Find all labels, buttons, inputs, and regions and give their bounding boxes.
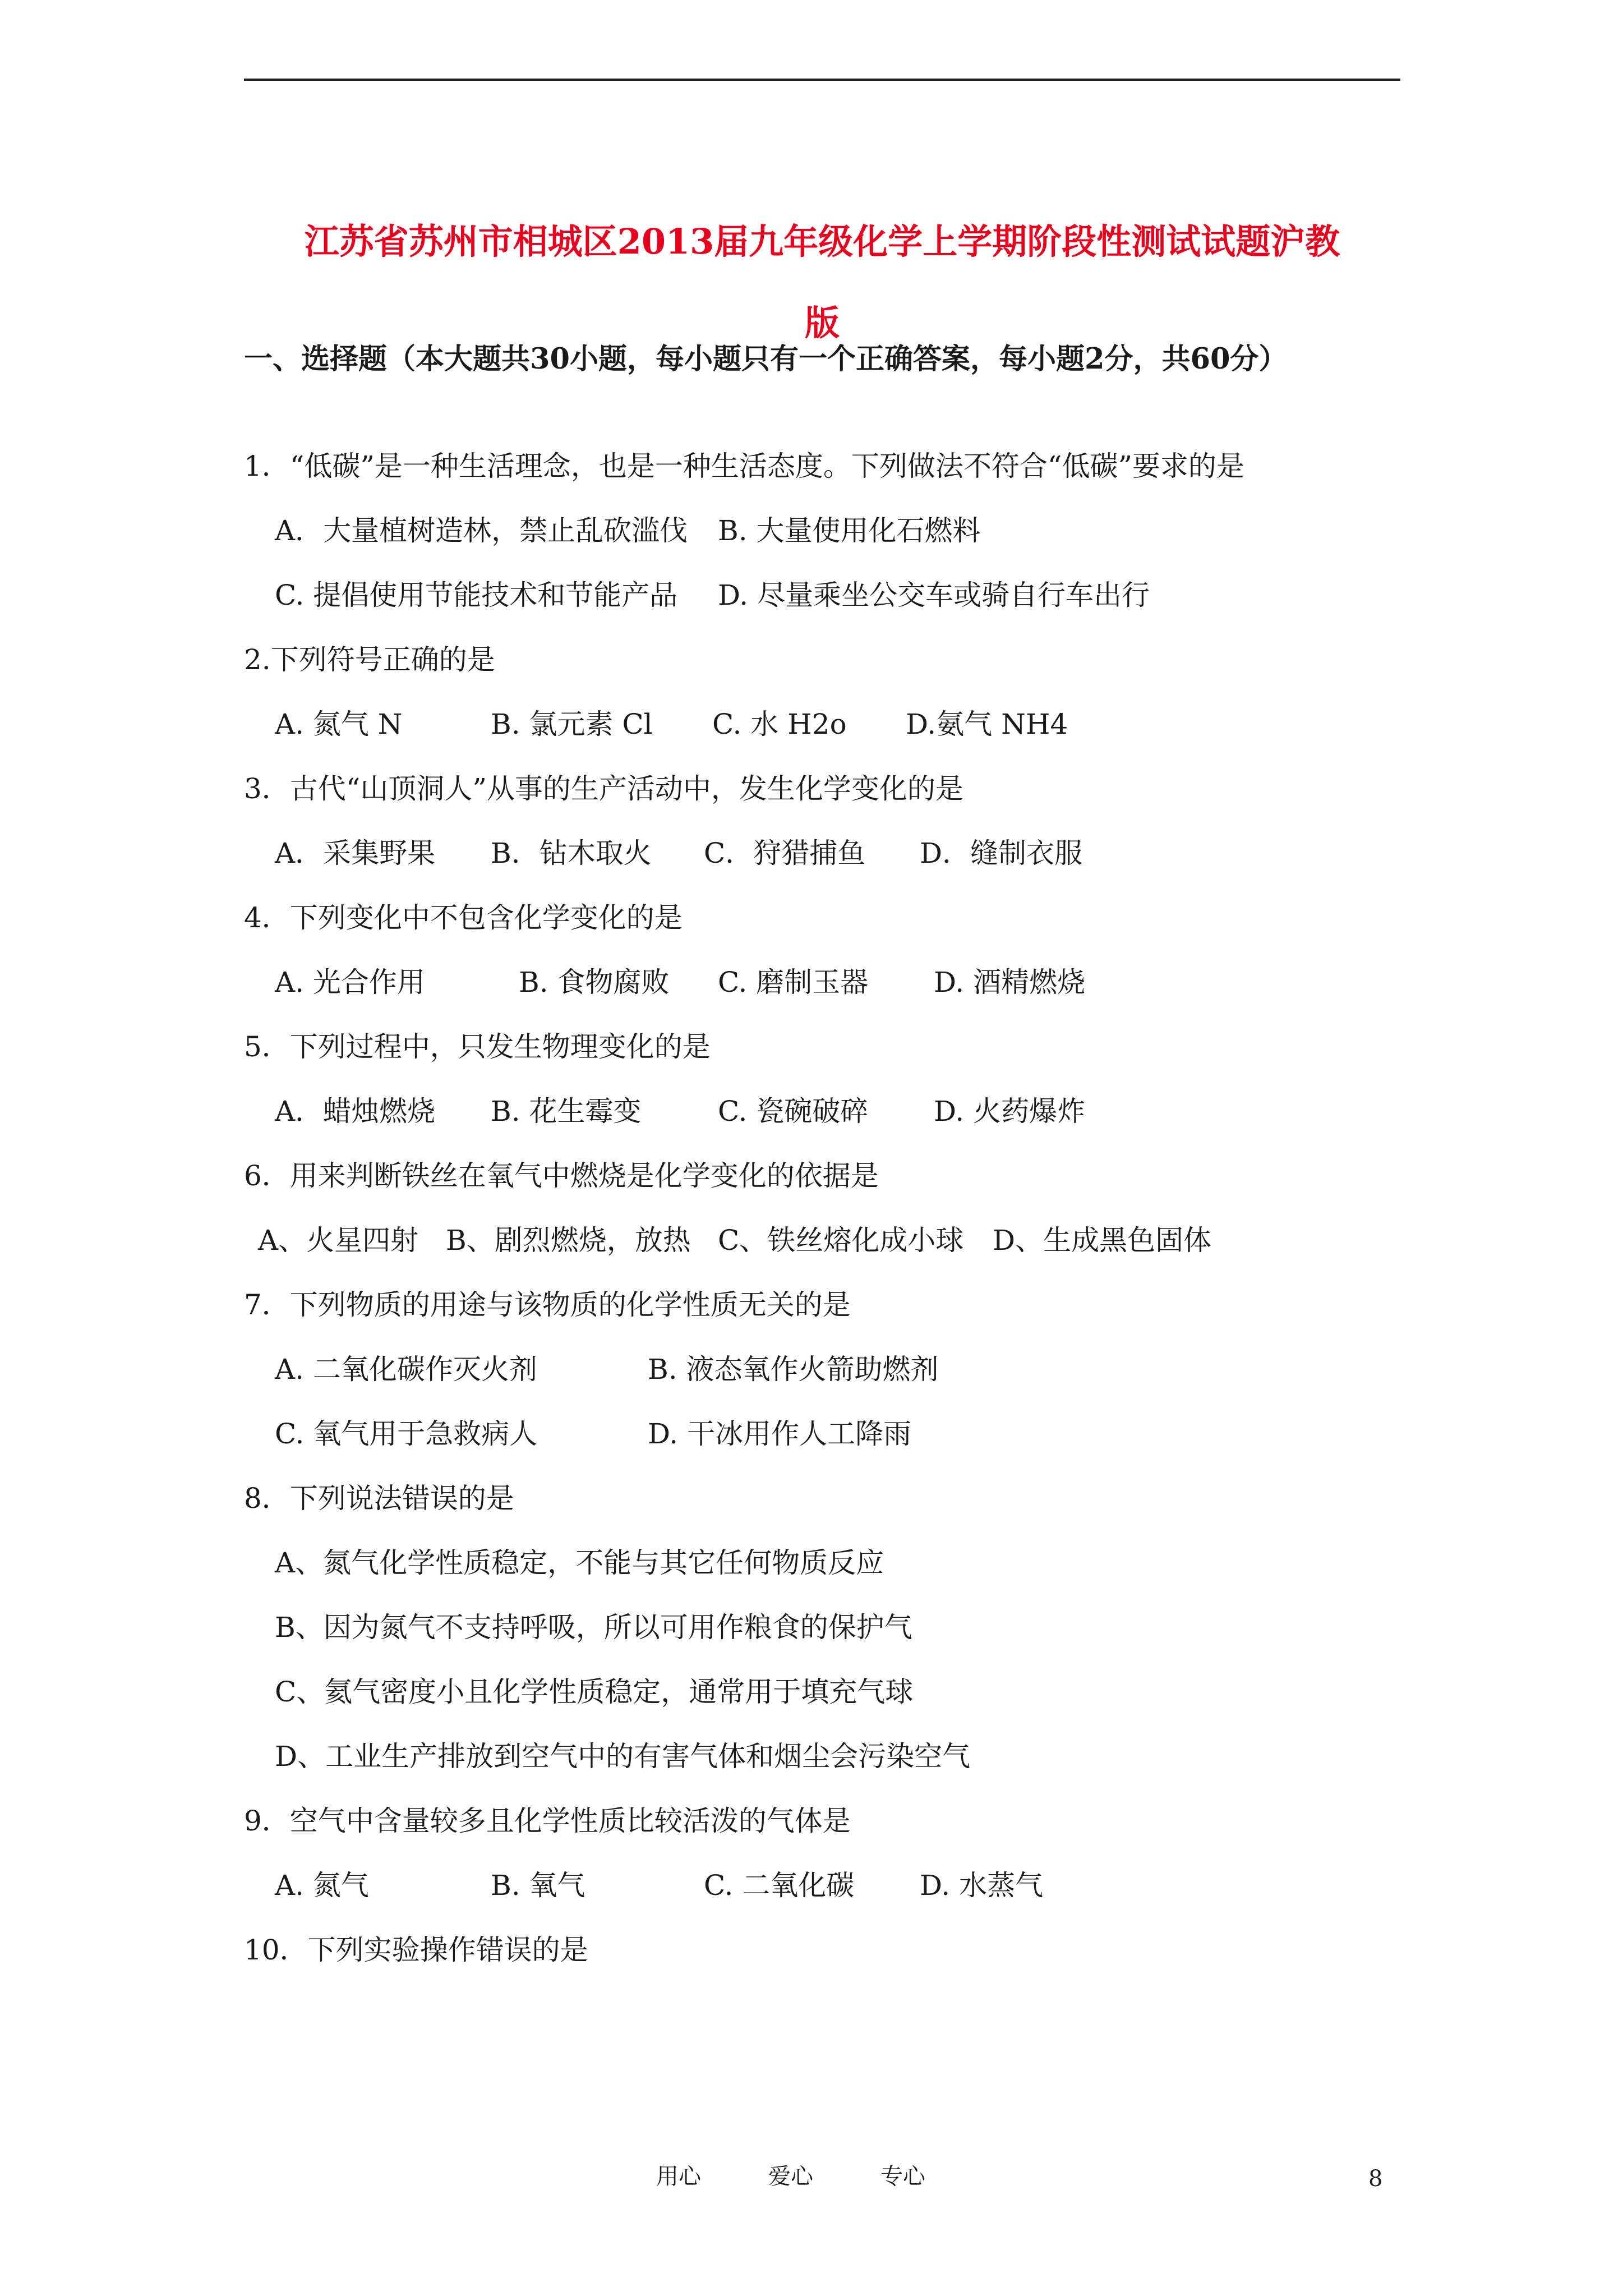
question-option: A．采集野果 [275,837,436,869]
question-option: A、火星四射 [258,1224,419,1257]
question-option: A、氮气化学性质稳定，不能与其它任何物质反应 [275,1547,884,1579]
question-option: C. 氧气用于急救病人 [275,1418,538,1450]
question-option: A．蜡烛燃烧 [275,1095,436,1128]
question-option: C. 瓷碗破碎 [718,1095,869,1128]
question-stem: 10．下列实验操作错误的是 [244,1934,588,1966]
question-option: B. 氯元素 Cl [491,708,653,740]
question-option: D.氨气 NH4 [906,708,1068,740]
question-option: D. 水蒸气 [920,1869,1044,1902]
question-stem: 6．用来判断铁丝在氧气中燃烧是化学变化的依据是 [244,1159,879,1192]
question-option: A. 光合作用 [275,966,425,999]
question-option: B、剧烈燃烧，放热 [446,1224,691,1257]
question-stem: 3．古代“山顶洞人”从事的生产活动中，发生化学变化的是 [244,772,963,805]
question-stem: 7．下列物质的用途与该物质的化学性质无关的是 [244,1289,851,1321]
question-option: B. 花生霉变 [491,1095,642,1128]
question-option: D、工业生产排放到空气中的有害气体和烟尘会污染空气 [275,1740,971,1773]
question-option: C. 提倡使用节能技术和节能产品 [275,579,678,611]
question-option: D. 干冰用作人工降雨 [648,1418,912,1450]
question-option: B. 大量使用化石燃料 [718,514,981,547]
question-option: A. 氮气 N [275,708,403,740]
question-option: C. 磨制玉器 [718,966,869,999]
question-option: D. 火药爆炸 [934,1095,1086,1128]
page-number: 8 [1368,2166,1383,2192]
question-option: B. 食物腐败 [519,966,670,999]
question-stem: 8．下列说法错误的是 [244,1482,514,1515]
question-stem: 5．下列过程中，只发生物理变化的是 [244,1030,711,1063]
document-title-line2: 版 [804,302,840,343]
header-rule [244,79,1400,81]
question-option: C. 二氧化碳 [704,1869,855,1902]
question-option: A. 二氧化碳作灭火剂 [275,1353,537,1386]
section-header: 一、选择题（本大题共30小题，每小题只有一个正确答案，每小题2分，共60分） [244,342,1288,376]
question-option: C. 水 H2o [712,708,847,740]
question-stem: 9．空气中含量较多且化学性质比较活泼的气体是 [244,1805,851,1837]
question-option: D. 酒精燃烧 [934,966,1086,999]
question-option: C、铁丝熔化成小球 [718,1224,964,1257]
question-option: D、生成黑色固体 [993,1224,1212,1257]
document-title-line1: 江苏省苏州市相城区2013届九年级化学上学期阶段性测试试题沪教 [304,221,1340,262]
question-option: B. 液态氧作火箭助燃剂 [648,1353,939,1386]
question-option: D．缝制衣服 [920,837,1083,869]
footer-word: 爱心 [768,2164,813,2189]
question-option: B．钻木取火 [491,837,652,869]
question-option: A．大量植树造林，禁止乱砍滥伐 [275,514,688,547]
question-option: C、氦气密度小且化学性质稳定，通常用于填充气球 [275,1676,914,1708]
question-option: A. 氮气 [275,1869,369,1902]
footer-word: 专心 [880,2164,925,2189]
question-stem: 4．下列变化中不包含化学变化的是 [244,901,683,934]
question-stem: 1．“低碳”是一种生活理念，也是一种生活态度。下列做法不符合“低碳”要求的是 [244,450,1245,482]
question-option: C．狩猎捕鱼 [704,837,866,869]
footer-word: 用心 [656,2164,701,2189]
question-option: B. 氧气 [491,1869,585,1902]
question-option: B、因为氮气不支持呼吸，所以可用作粮食的保护气 [275,1611,912,1644]
question-option: D. 尽量乘坐公交车或骑自行车出行 [718,579,1150,611]
question-stem: 2.下列符号正确的是 [244,643,495,676]
